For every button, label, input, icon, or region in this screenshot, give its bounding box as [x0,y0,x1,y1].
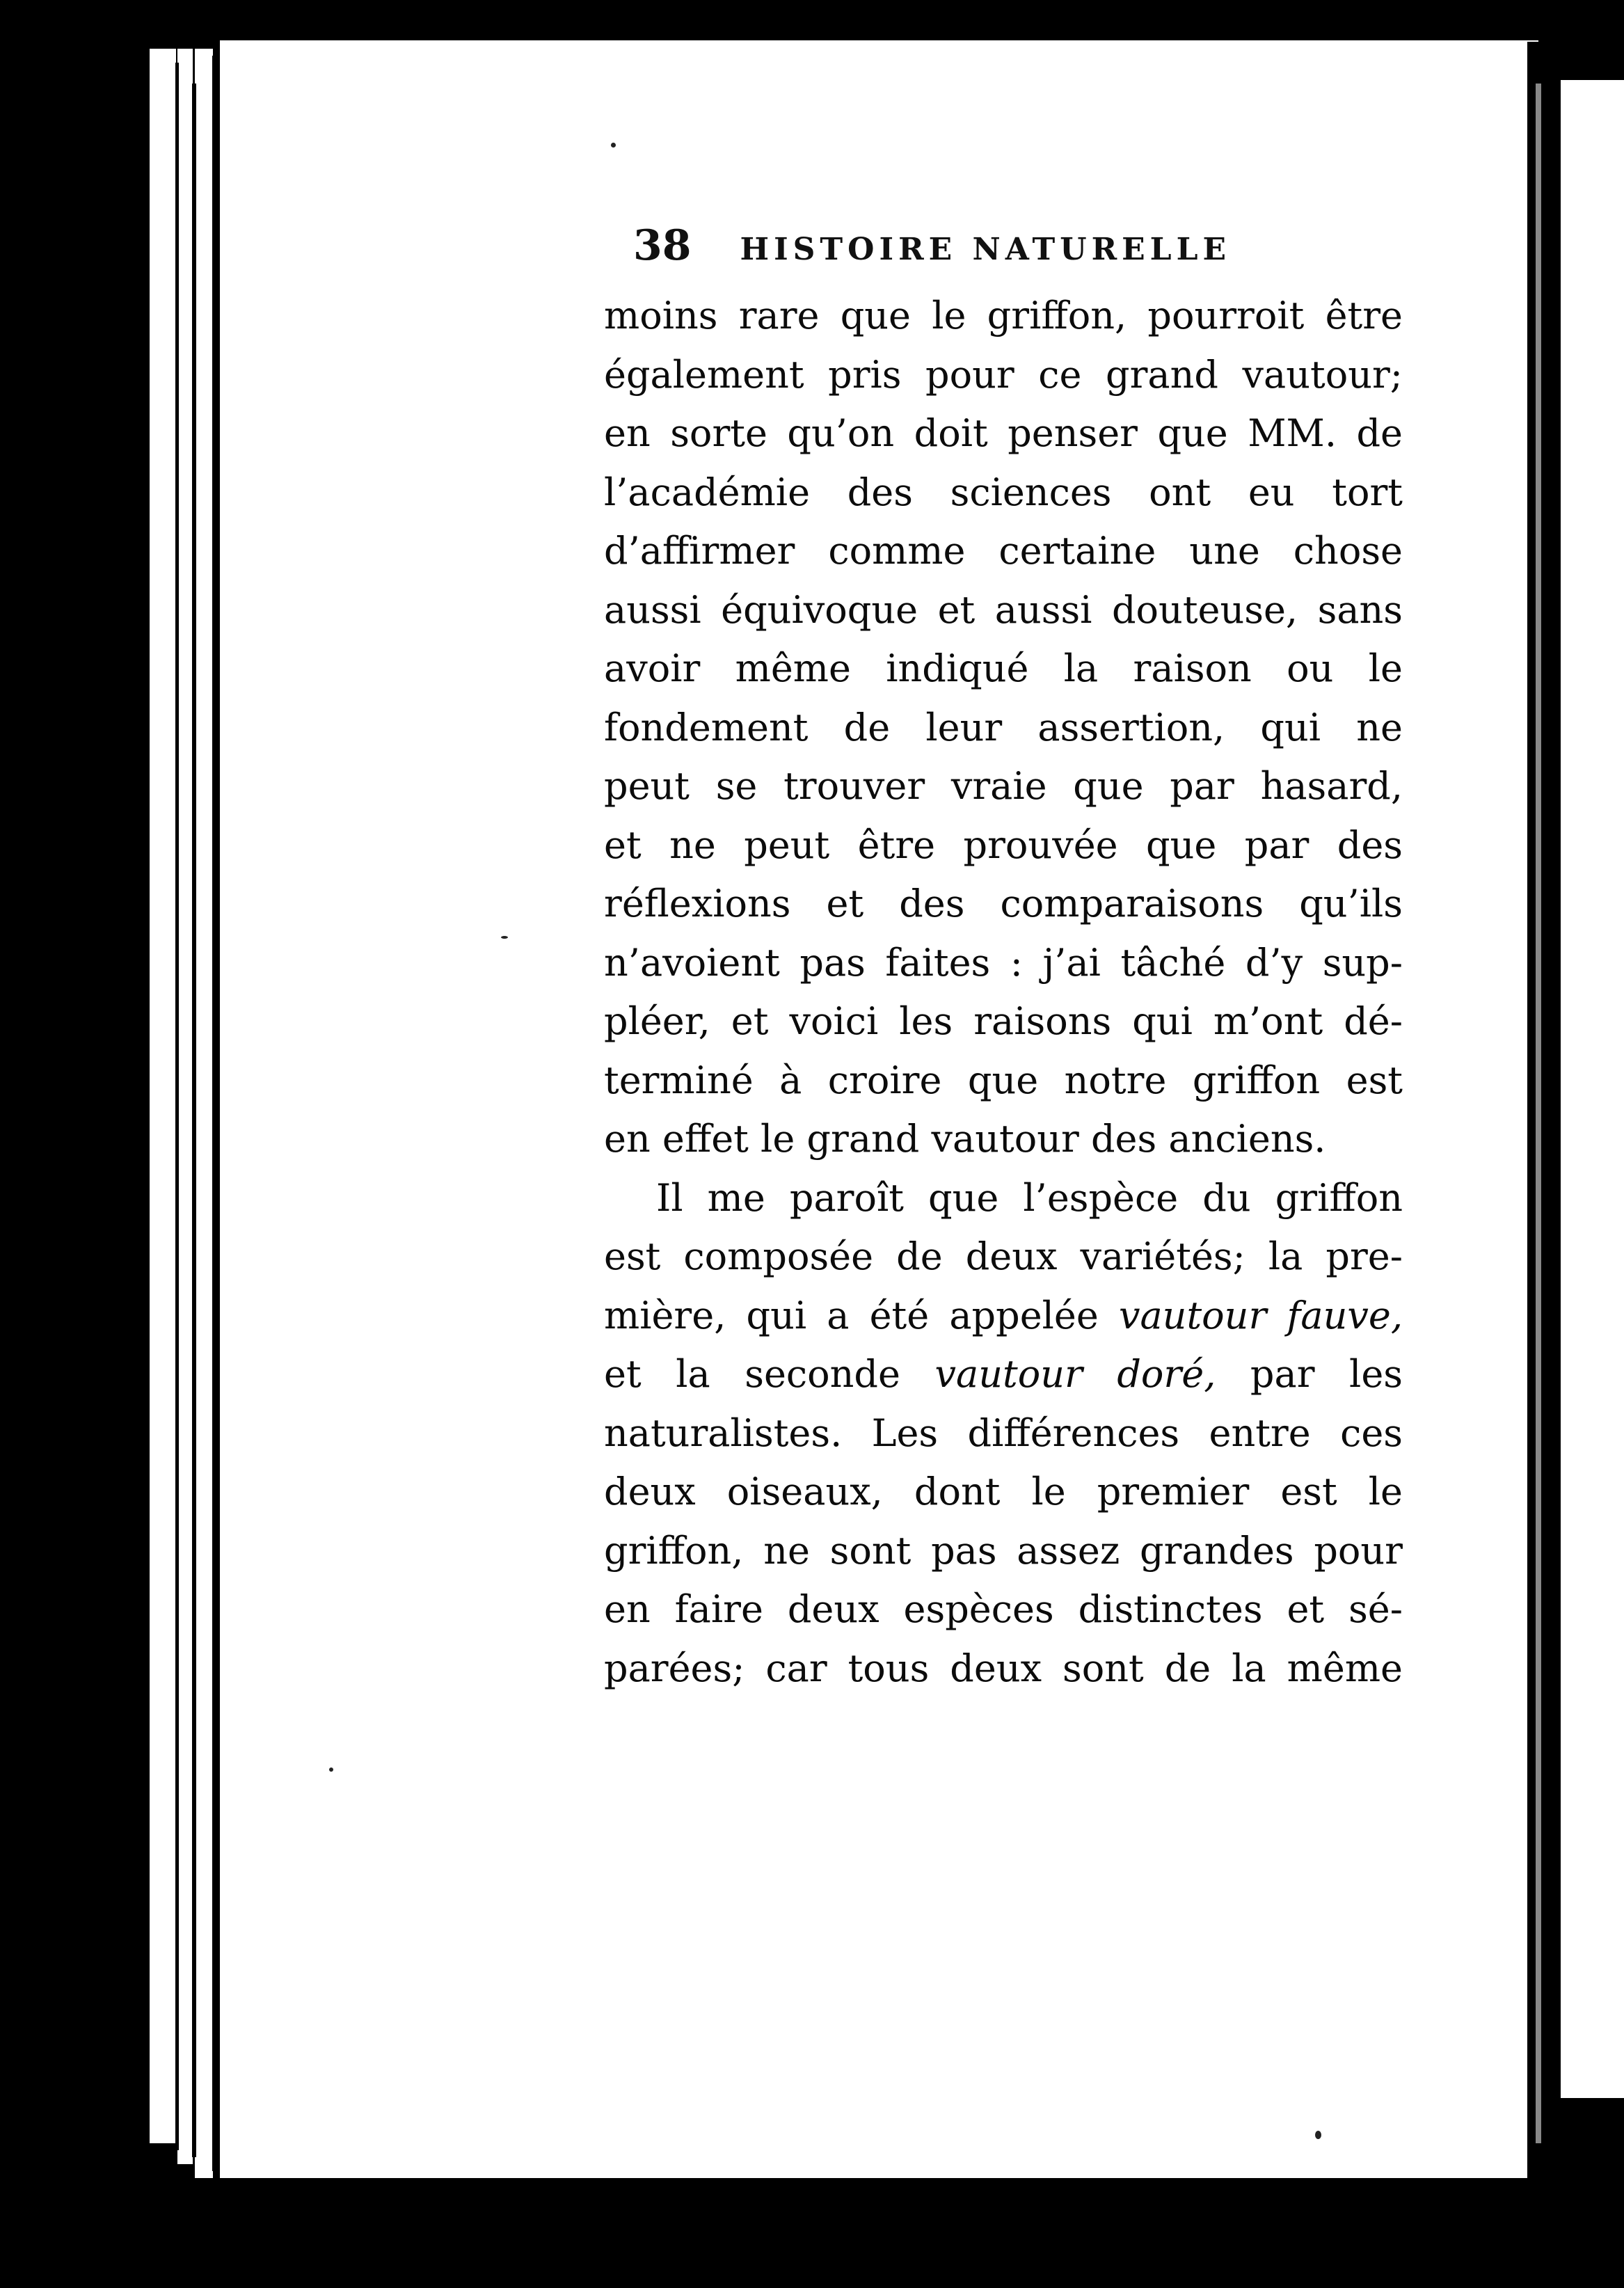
text-line: en effet le grand vautour des anciens. [604,1117,1326,1161]
text-line: terminé à croire que notre griffon est [604,1058,1403,1102]
text-line: en sorte qu’on doit penser que MM. de [604,411,1403,455]
text-line: est composée de deux variétés; la pre- [604,1234,1403,1278]
text-line: parées; car tous deux sont de la même [604,1646,1403,1690]
scan-speck [501,936,508,939]
page-edge-shadow [175,63,179,2150]
text-line: pléer, et voici les raisons qui m’ont dé- [604,999,1403,1043]
scan-border-bottom [0,2178,1624,2288]
text-line: avoir même indiqué la raison ou le [604,646,1403,690]
text-line: fondement de leur assertion, qui ne [604,705,1403,749]
text-line: en faire deux espèces distinctes et sé- [604,1587,1403,1631]
italic-term: vautour fauve, [1118,1293,1403,1337]
page-edge-shadow [192,84,196,2157]
text-segment: par les [1216,1352,1403,1396]
text-line [604,1345,1403,1404]
text-line: griffon, ne sont pas assez grandes pour [604,1528,1403,1573]
scan-border-left [0,0,167,2288]
book-gutter [1527,42,1561,2288]
text-line: réflexions et des comparaisons qu’ils [604,882,1403,925]
text-line: peut se trouver vraie que par hasard, [604,764,1403,808]
running-title: HISTOIRE NATURELLE [740,232,1232,267]
text-line: d’affirmer comme certaine une chose [604,529,1403,573]
text-line: et ne peut être prouvée que par des [604,823,1403,867]
gutter-line [1536,84,1541,2143]
text-segment: et la seconde [604,1352,935,1396]
scan-speck [329,1767,333,1772]
text-line: Il me paroît que l’espèce du griffon [656,1175,1403,1220]
text-line: également pris pour ce grand vautour; [604,352,1403,397]
page-edge [177,49,193,2164]
text-line: moins rare que le griffon, pourroit être [604,294,1403,337]
scan-speck [611,143,616,148]
page-number: 38 [633,221,692,270]
text-line: l’académie des sciences ont eu tort [604,470,1403,514]
facing-page [1561,80,1624,2098]
text-line: aussi équivoque et aussi douteuse, sans [604,587,1403,632]
text-segment: mière, qui a été appelée [604,1293,1119,1337]
text-line [604,1287,1403,1346]
text-line: deux oiseaux, dont le premier est le [604,1470,1403,1514]
italic-term: vautour doré, [934,1352,1216,1396]
body-text [604,287,1403,1698]
running-head [633,221,1399,284]
scan-speck [1315,2131,1321,2139]
page-edge [195,49,213,2192]
text-line: naturalistes. Les différences entre ces [604,1411,1403,1455]
text-line: n’avoient pas faites : j’ai tâché d’y sup- [604,940,1403,985]
page-edge [150,49,176,2143]
